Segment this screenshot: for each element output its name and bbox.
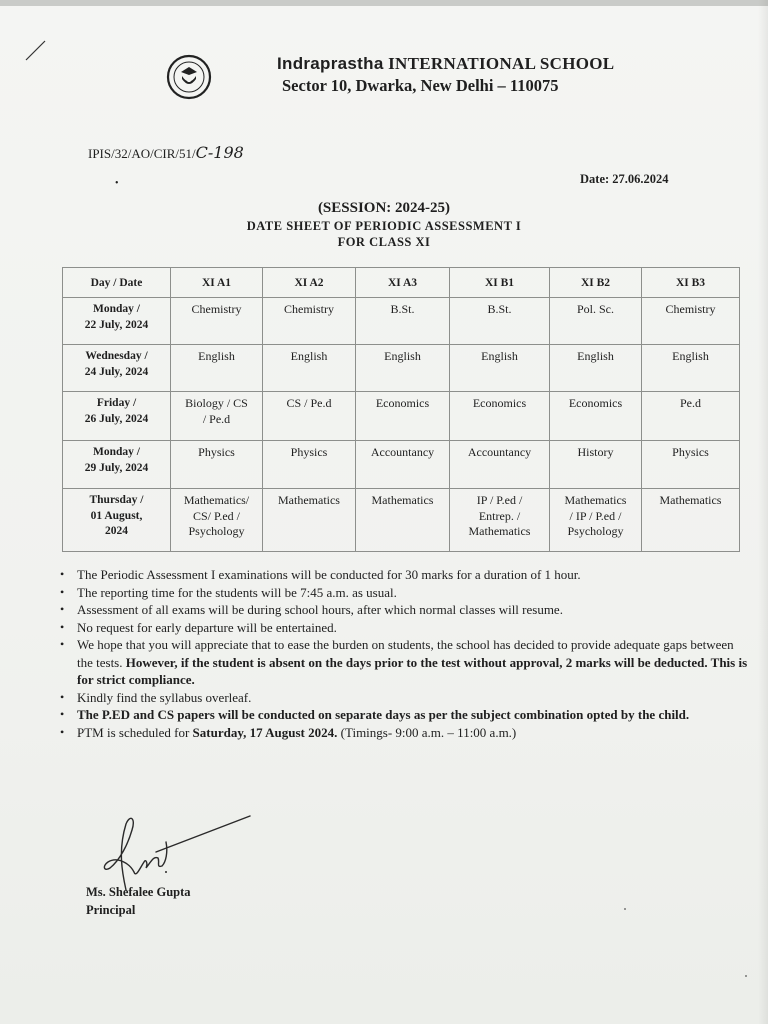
list-item: • PTM is scheduled for Saturday, 17 August 2024. (Timings- 9:00 a.m. – 11:00 a.m.) <box>58 724 748 742</box>
date-sheet-table <box>62 267 740 552</box>
column-header: XI B2 <box>550 268 642 298</box>
reference-number <box>88 143 244 162</box>
paper-speck <box>745 975 747 977</box>
subject-cell: B.St. <box>450 298 550 345</box>
session-heading: (SESSION: 2024-25) <box>317 200 451 216</box>
day-date-cell: Thursday / 01 August, 2024 <box>63 489 171 552</box>
list-item: • Kindly find the syllabus overleaf. <box>58 689 748 707</box>
table-header-row <box>63 268 740 298</box>
day-date-cell: Monday / 22 July, 2024 <box>63 298 171 345</box>
subject-cell: English <box>171 345 263 392</box>
table-row <box>63 489 740 552</box>
subject-cell: Physics <box>642 441 740 489</box>
subject-cell: Mathematics / IP / P.ed / Psychology <box>550 489 642 552</box>
title-line-2: FOR CLASS XI <box>337 235 431 249</box>
title-line-1: DATE SHEET OF PERIODIC ASSESSMENT I <box>246 219 522 233</box>
school-address: Sector 10, Dwarka, New Delhi – 110075 <box>282 76 559 95</box>
column-header: XI B3 <box>642 268 740 298</box>
subject-cell: English <box>263 345 356 392</box>
day-date-cell: Friday / 26 July, 2024 <box>63 392 171 441</box>
reference-handwritten: C-198 <box>195 143 244 162</box>
table-row <box>63 298 740 345</box>
school-crest-icon <box>166 54 212 100</box>
column-header: XI A2 <box>263 268 356 298</box>
school-name <box>277 54 614 74</box>
signatory-name: Ms. Shefalee Gupta <box>86 885 191 899</box>
subject-cell: Mathematics/ CS/ P.ed / Psychology <box>171 489 263 552</box>
subject-cell: Accountancy <box>356 441 450 489</box>
subject-cell: English <box>550 345 642 392</box>
day-date-cell: Wednesday / 24 July, 2024 <box>63 345 171 392</box>
subject-cell: IP / P.ed / Entrep. / Mathematics <box>450 489 550 552</box>
table-row <box>63 441 740 489</box>
subject-cell: English <box>356 345 450 392</box>
list-item: • We hope that you will appreciate that to ease the burden on students, the school has decided to provide adequate gaps between the tests. However, if the student is absent on the days prior to the test without approval, 2 marks will be deducted. This is for strict compliance. <box>58 636 748 689</box>
circular-date: Date: 27.06.2024 <box>580 172 669 186</box>
column-header: XI B1 <box>450 268 550 298</box>
table-row <box>63 392 740 441</box>
stray-dot: • <box>115 178 119 189</box>
page-top-edge <box>0 0 768 6</box>
school-brand: Indraprastha <box>277 54 384 73</box>
subject-cell: Accountancy <box>450 441 550 489</box>
table-row <box>63 345 740 392</box>
column-header: XI A3 <box>356 268 450 298</box>
subject-cell: Physics <box>263 441 356 489</box>
list-item: • The Periodic Assessment I examinations will be conducted for 30 marks for a duration of 1 hour. <box>58 566 748 584</box>
paper-speck <box>624 908 626 910</box>
subject-cell: Physics <box>171 441 263 489</box>
subject-cell: Economics <box>450 392 550 441</box>
subject-cell: English <box>642 345 740 392</box>
pen-tick-mark <box>24 38 48 62</box>
subject-cell: Pol. Sc. <box>550 298 642 345</box>
reference-printed: IPIS/32/AO/CIR/51/ <box>88 146 196 161</box>
signature-mark <box>96 812 266 892</box>
column-header: XI A1 <box>171 268 263 298</box>
page-edge-shadow <box>758 0 768 1024</box>
subject-cell: Pe.d <box>642 392 740 441</box>
subject-cell: Chemistry <box>171 298 263 345</box>
list-item: • The P.ED and CS papers will be conducted on separate days as per the subject combination opted by the child. <box>58 706 748 724</box>
school-name-suffix: INTERNATIONAL SCHOOL <box>388 54 615 73</box>
subject-cell: Chemistry <box>642 298 740 345</box>
list-item: • Assessment of all exams will be during school hours, after which normal classes will resume. <box>58 601 748 619</box>
subject-cell: Mathematics <box>263 489 356 552</box>
subject-cell: CS / Pe.d <box>263 392 356 441</box>
signatory-title: Principal <box>86 903 136 917</box>
subject-cell: Economics <box>550 392 642 441</box>
subject-cell: B.St. <box>356 298 450 345</box>
subject-cell: Mathematics <box>642 489 740 552</box>
subject-cell: English <box>450 345 550 392</box>
list-item: • The reporting time for the students will be 7:45 a.m. as usual. <box>58 584 748 602</box>
subject-cell: Economics <box>356 392 450 441</box>
column-header: Day / Date <box>63 268 171 298</box>
list-item: • No request for early departure will be entertained. <box>58 619 748 637</box>
subject-cell: Biology / CS / Pe.d <box>171 392 263 441</box>
day-date-cell: Monday / 29 July, 2024 <box>63 441 171 489</box>
subject-cell: History <box>550 441 642 489</box>
subject-cell: Chemistry <box>263 298 356 345</box>
subject-cell: Mathematics <box>356 489 450 552</box>
instructions-list <box>58 566 748 741</box>
